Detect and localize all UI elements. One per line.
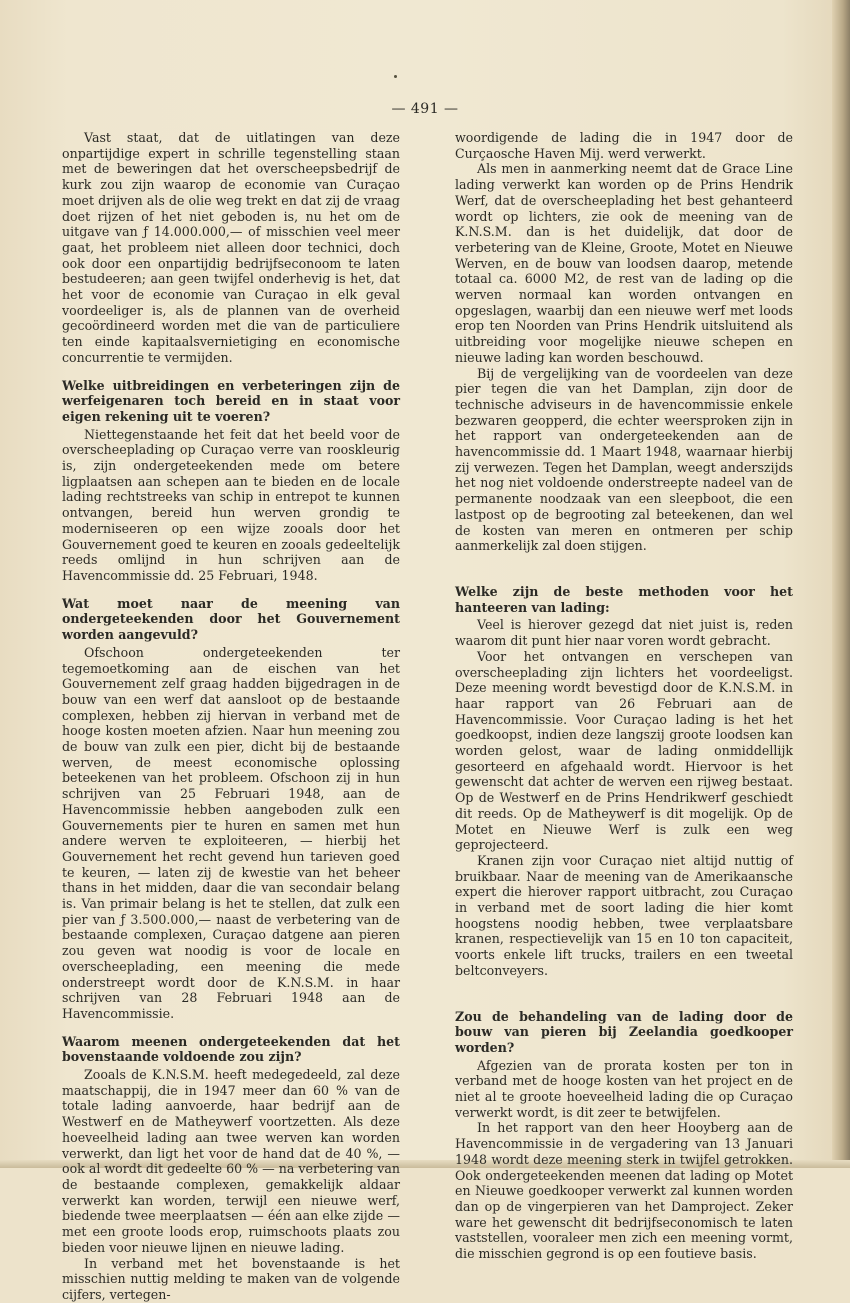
section-heading: Zou de behandeling van de lading door de bouw van pieren bij Zeelandia goedkooper worden? [455,1008,793,1055]
paragraph: Ofschoon ondergeteekenden ter tegemoetkoming aan de eischen van het Gouvernement zelf graag hadden bijgedragen in de bouw van een werf dat aansloot op de bestaande complexen, hebben zij hiervan in verband met de hooge kosten moeten afzien. Naar hun meening zou de bouw van zulk een pier, dicht bij de bestaande werven, de meest economische oplossing beteekenen van het probleem. Ofschoon zij in hun schrijven van 25 Februari 1948, aan de Havencommissie hebben aangeboden zulk een Gouvernements pier te huren en samen met hun andere werven te exploiteeren, — hierbij het Gouvernement het recht gevend hun tarieven goed te keuren, — laten zij de kwestie van het beheer thans in het midden, daar die van secondair belang is. Van primair belang is het te stellen, dat zulk een pier van ƒ 3.500.000,— naast de verbetering van de bestaande complexen, Curaçao datgene aan pieren zou geven wat noodig is voor de locale en overscheeplading, een meening die mede onderstreept wordt door de K.N.S.M. in haar schrijven van 28 Februari 1948 aan de Havencommissie. [62,644,400,1021]
paragraph: Niettegenstaande het feit dat het beeld voor de overscheeplading op Curaçao verre van rooskleurig is, zijn ondergeteekenden mede om betere ligplaatsen aan schepen aan te bieden en de locale lading rechtstreeks van schip in entrepot te kunnen ontvangen, bereid hun werven grondig te moderniseeren op een wijze zooals door het Gouvernement goed te keuren en zooals gedeeltelijk reeds omlijnd in hun schrijven aan de Havencommissie dd. 25 Februari, 1948. [62,426,400,583]
section-heading: Welke uitbreidingen en verbeteringen zijn de werfeigenaren toch bereid en in staat voor eigen rekening uit te voeren? [62,377,400,424]
page-number: — 491 — [391,101,459,117]
right-column [455,130,793,1262]
section-heading: Welke zijn de beste methoden voor het hanteeren van lading: [455,583,793,615]
paragraph: Voor het ontvangen en verschepen van overscheeplading zijn lichters het voordeeligst. Deze meening wordt bevestigd door de K.N.S.M. in haar rapport van 26 Februari aan de Havencommissie. Voor Curaçao lading is het het goedkoopst, indien deze langszij groote loodsen kan worden gelost, waar de lading onmiddellijk gesorteerd en afgehaald wordt. Hiervoor is het gewenscht dat achter de werven een rijweg bestaat. Op de Westwerf en de Prins Hendrikwerf geschiedt dit reeds. Op de Matheywerf is dit mogelijk. Op de Motet en Nieuwe Werf is zulk een weg geprojecteerd. [455,648,793,853]
left-column [62,130,400,1303]
paragraph: Bij de vergelijking van de voordeelen van deze pier tegen die van het Damplan, zijn door de technische adviseurs in de havencommissie enkele bezwaren geopperd, die echter weersproken zijn in het rapport van ondergeteekenden aan de havencommissie dd. 1 Maart 1948, waarnaar hierbij zij verwezen. Tegen het Damplan, weegt anderszijds het nog niet voldoende onderstreepte nadeel van de permanente noodzaak van een sleepboot, die een lastpost op de begrooting zal beteekenen, dan wel de kosten van meren en ontmeren per schip aanmerkelijk zal doen stijgen. [455,365,793,554]
paragraph: In verband met het bovenstaande is het misschien nuttig melding te maken van de volgende cijfers, vertegen- [62,1255,400,1302]
section-heading: Wat moet naar de meening van ondergeteekenden door het Gouvernement worden aangevuld? [62,595,400,643]
paragraph: Veel is hierover gezegd dat niet juist is, reden waarom dit punt hier naar voren wordt gebracht. [455,617,793,649]
paragraph: Zooals de K.N.S.M. heeft medegedeeld, zal deze maatschappij, die in 1947 meer dan 60 % van de totale lading aanvoerde, haar bedrijf aan de Westwerf en de Matheywerf voortzetten. Als deze hoeveelheid lading aan twee werven kan worden verwerkt, dan ligt het voor de hand dat de 40 %, — ook al wordt dit gedeelte 60 % — na verbetering van de bestaande complexen, gemakkelijk aldaar verwerkt kan worden, terwijl een nieuwe werf, biedende twee meerplaatsen — één aan elke zijde — met een groote loods erop, ruimschoots plaats zou bieden voor nieuwe lijnen en nieuwe lading. [62,1067,400,1255]
page-edge-shadow [832,0,850,1168]
paragraph: In het rapport van den heer Hooyberg aan de Havencommissie in de vergadering van 13 Januari 1948 wordt deze meening sterk in twijfel getrokken. Ook ondergeteekenden meenen dat lading op Motet en Nieuwe goedkooper verwerkt zal kunnen worden dan op de vingerpieren van het Damproject. Zeker ware het gewenscht dit bedrijfseconomisch te laten vaststellen, vooraleer men zich een meening vormt, die misschien gegrond is op een foutieve basis. [455,1120,793,1262]
ink-speck [394,75,397,78]
paragraph: Vast staat, dat de uitlatingen van deze onpartijdige expert in schrille tegenstelling staan met de beweringen dat het overscheepsbedrijf de kurk zou zijn waarop de economie van Curaçao moet drijven als de olie weg trekt en dat zij de vraag doet rijzen of het niet geboden is, nu het om de uitgave van ƒ 14.000.000,— of misschien veel meer gaat, het probleem niet alleen door technici, doch ook door een onpartijdig bedrijfseconoom te laten bestudeeren; aan geen twijfel onderhevig is het, dat het voor de economie van Curaçao in elk geval voordeeliger is, als de plannen van de overheid gecoördineerd worden met die van de particuliere ten einde kapitaalsvernietiging en economische concurrentie te vermijden. [62,130,400,365]
paragraph-continued: woordigende de lading die in 1947 door de Curçaosche Haven Mij. werd verwerkt. [455,130,793,161]
section-heading: Waarom meenen ondergeteekenden dat het bovenstaande voldoende zou zijn? [62,1033,400,1065]
paragraph: Afgezien van de prorata kosten per ton in verband met de hooge kosten van het project en de niet al te groote hoeveelheid lading die op Curaçao verwerkt wordt, is dit zeer te betwijfelen. [455,1057,793,1120]
paragraph: Als men in aanmerking neemt dat de Grace Line lading verwerkt kan worden op de Prins Hendrik Werf, dat de overscheeplading het best gehanteerd wordt op lichters, zie ook de meening van de K.N.S.M. dan is het duidelijk, dat door de verbetering van de Kleine, Groote, Motet en Nieuwe Werven, en de bouw van loodsen daarop, metende totaal ca. 6000 M2, de rest van de lading op die werven normaal kan worden ontvangen en opgeslagen, waarbij dan een nieuwe werf met loods erop ten Noorden van Prins Hendrik uitsluitend als uitbreiding voor mogelijke nieuwe schepen en nieuwe lading kan worden beschouwd. [455,161,793,365]
paragraph: Kranen zijn voor Curaçao niet altijd nuttig of bruikbaar. Naar de meening van de Amerikaansche expert die hierover rapport uitbracht, zou Curaçao in verband met de soort lading die hier komt hoogstens noodig hebben, twee verplaatsbare kranen, respectievelijk van 15 en 10 ton capaciteit, voorts enkele lift trucks, trailers en een tweetal beltconveyers. [455,852,793,978]
